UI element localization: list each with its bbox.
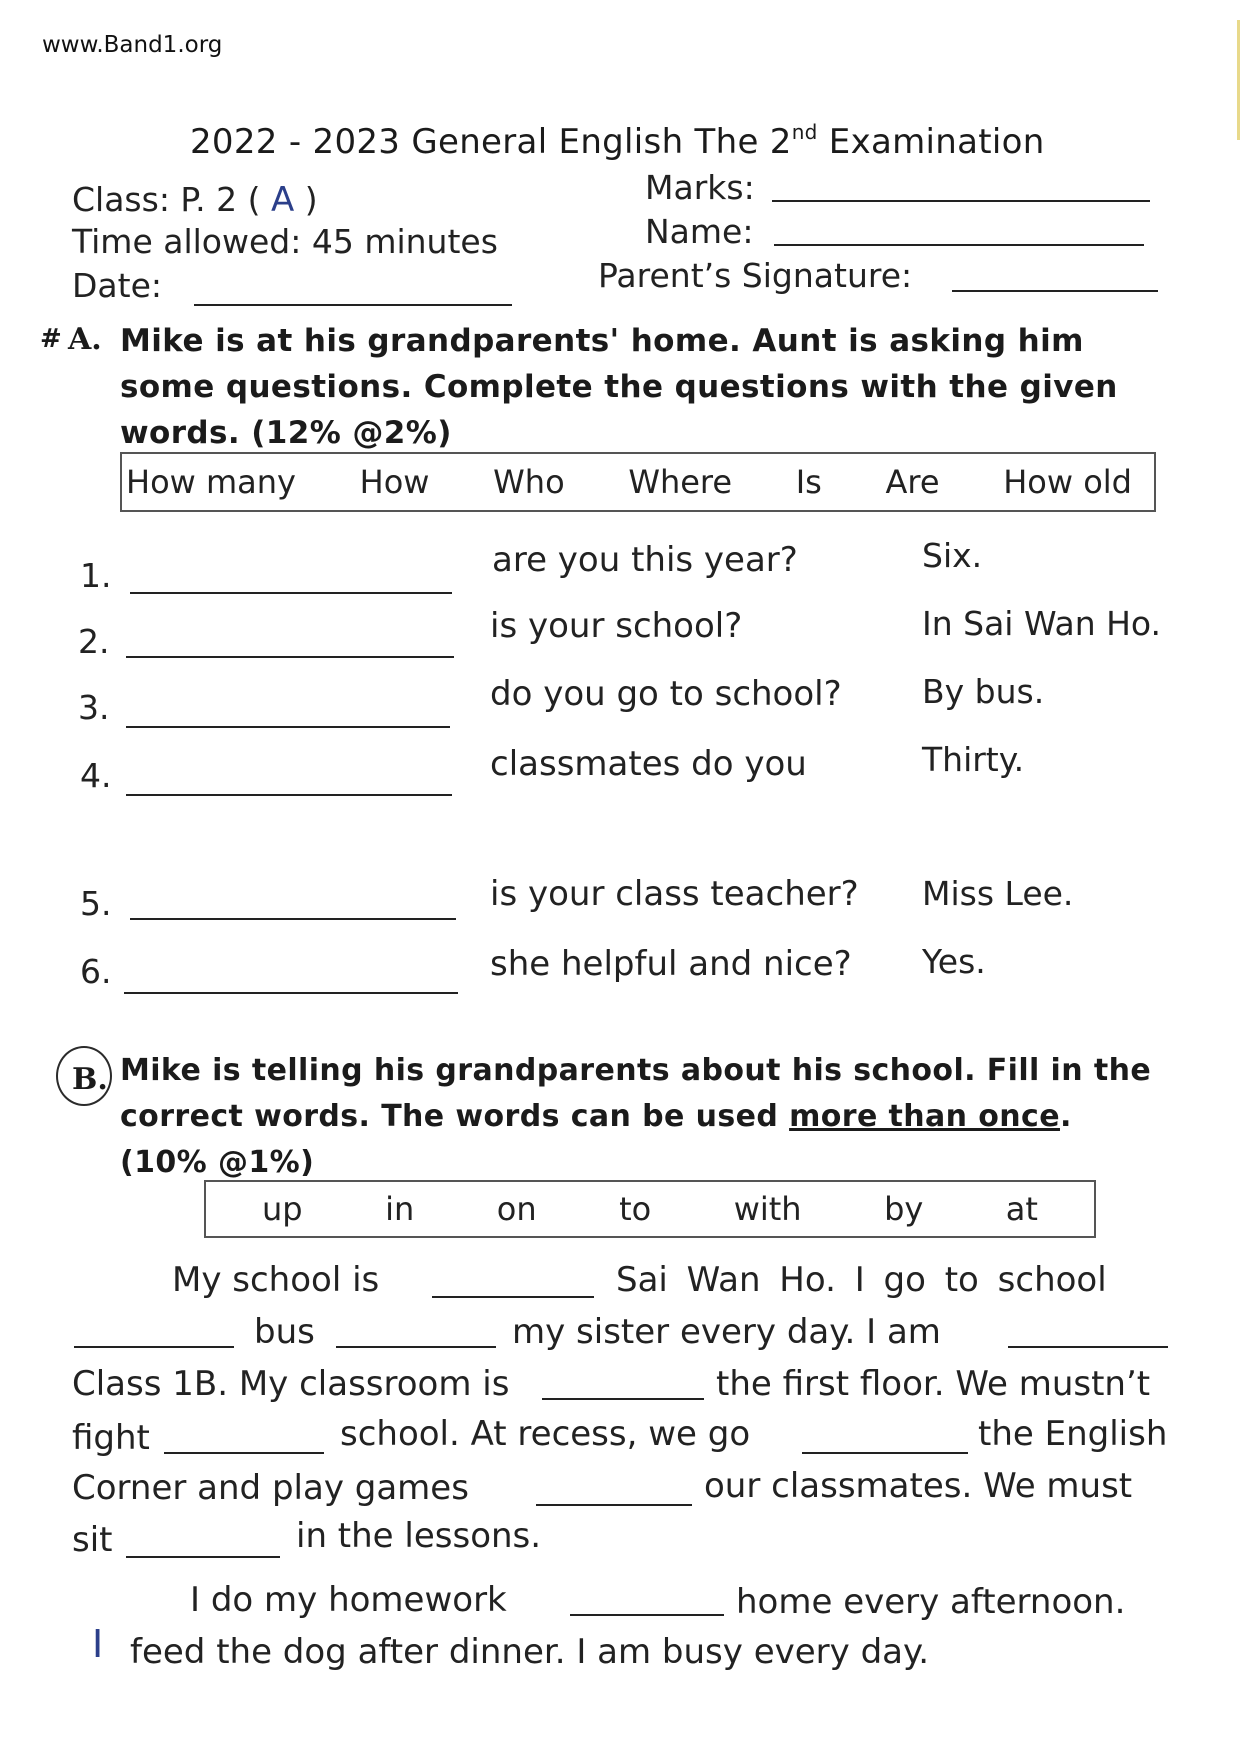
question-answer: By bus. bbox=[922, 672, 1045, 711]
passage-blank-1[interactable] bbox=[432, 1296, 594, 1298]
word-bank-item: How many bbox=[126, 463, 296, 501]
passage-text: feed the dog after dinner. I am busy every day. bbox=[130, 1632, 930, 1672]
question-number: 1. bbox=[80, 556, 112, 595]
question-text: are you this year? bbox=[492, 540, 798, 580]
section-a-hash: # bbox=[40, 324, 62, 354]
marks-label: Marks: bbox=[645, 168, 755, 207]
time-allowed: Time allowed: 45 minutes bbox=[72, 222, 498, 261]
word-bank-item: at bbox=[1005, 1190, 1038, 1228]
word-bank-item: How bbox=[359, 463, 430, 501]
handwritten-correction-mark: I bbox=[92, 1622, 104, 1666]
word-bank-item: Are bbox=[885, 463, 940, 501]
passage-text: the first floor. We mustn’t bbox=[716, 1364, 1151, 1404]
word-bank-item: with bbox=[733, 1190, 802, 1228]
section-a-line-3: words. (12% @2%) bbox=[120, 415, 452, 451]
passage-text: in the lessons. bbox=[296, 1516, 542, 1556]
exam-title-main: 2022 - 2023 General English The 2 bbox=[190, 122, 792, 162]
section-b-line-2-end: . bbox=[1059, 1099, 1072, 1134]
passage-text: sit bbox=[72, 1520, 113, 1560]
passage-text: bus bbox=[254, 1312, 315, 1352]
question-text: do you go to school? bbox=[490, 674, 842, 714]
word-bank-item: on bbox=[496, 1190, 537, 1228]
class-value-handwritten: A bbox=[271, 180, 295, 220]
section-b-line-2 bbox=[120, 1094, 1151, 1140]
class-close-paren: ) bbox=[304, 180, 318, 219]
source-url: www.Band1.org bbox=[42, 32, 223, 58]
name-blank[interactable] bbox=[774, 244, 1144, 246]
question-2-blank[interactable] bbox=[126, 656, 454, 658]
word-bank-item: by bbox=[884, 1190, 924, 1228]
question-answer: Yes. bbox=[922, 942, 986, 981]
question-number: 2. bbox=[78, 622, 110, 661]
passage-text: home every afternoon. bbox=[736, 1582, 1126, 1622]
passage-text: My school is bbox=[172, 1260, 380, 1300]
section-b-underlined-phrase: more than once bbox=[789, 1099, 1060, 1134]
marks-blank[interactable] bbox=[772, 200, 1150, 202]
passage-text: our classmates. We must bbox=[704, 1466, 1133, 1506]
question-number: 4. bbox=[80, 756, 112, 795]
question-answer: Six. bbox=[922, 536, 983, 575]
question-answer: In Sai Wan Ho. bbox=[922, 604, 1162, 643]
passage-text: Class 1B. My classroom is bbox=[72, 1364, 510, 1404]
question-6-blank[interactable] bbox=[124, 992, 458, 994]
section-b-instructions bbox=[120, 1048, 1151, 1186]
passage-text: school. At recess, we go bbox=[340, 1414, 751, 1454]
section-a-line-1: Mike is at his grandparents' home. Aunt is asking him bbox=[120, 323, 1084, 359]
date-blank[interactable] bbox=[194, 304, 512, 306]
passage-blank-2[interactable] bbox=[74, 1346, 234, 1348]
question-text: is your school? bbox=[490, 606, 743, 646]
class-label: Class: P. 2 ( bbox=[72, 180, 261, 219]
signature-blank[interactable] bbox=[952, 290, 1158, 292]
exam-title bbox=[190, 120, 1045, 162]
word-bank-item: up bbox=[262, 1190, 303, 1228]
passage-blank-4[interactable] bbox=[1008, 1346, 1168, 1348]
passage-text: Sai Wan Ho. I go to school bbox=[616, 1260, 1107, 1300]
question-text: classmates do you bbox=[490, 744, 807, 784]
section-a-instructions bbox=[120, 318, 1118, 456]
passage-text: the English bbox=[978, 1414, 1168, 1454]
question-3-blank[interactable] bbox=[126, 726, 450, 728]
section-b-word-bank bbox=[204, 1180, 1096, 1238]
passage-blank-5[interactable] bbox=[542, 1398, 704, 1400]
word-bank-item: Who bbox=[493, 463, 565, 501]
passage-blank-3[interactable] bbox=[336, 1346, 496, 1348]
question-5-blank[interactable] bbox=[130, 918, 456, 920]
word-bank-item: How old bbox=[1003, 463, 1132, 501]
passage-text: Corner and play games bbox=[72, 1468, 469, 1508]
name-label: Name: bbox=[645, 212, 754, 251]
section-a-line-2: some questions. Complete the questions with the given bbox=[120, 369, 1118, 405]
word-bank-item: Is bbox=[795, 463, 822, 501]
class-field bbox=[72, 180, 318, 220]
passage-blank-10[interactable] bbox=[570, 1614, 724, 1616]
question-number: 6. bbox=[80, 952, 112, 991]
question-number: 5. bbox=[80, 884, 112, 923]
passage-blank-8[interactable] bbox=[536, 1504, 692, 1506]
question-text: is your class teacher? bbox=[490, 874, 859, 914]
passage-blank-9[interactable] bbox=[126, 1556, 280, 1558]
question-answer: Miss Lee. bbox=[922, 874, 1074, 913]
section-b-line-1: Mike is telling his grandparents about his school. Fill in the bbox=[120, 1053, 1152, 1088]
date-label: Date: bbox=[72, 266, 162, 305]
exam-title-ordinal: nd bbox=[791, 120, 818, 144]
signature-label: Parent’s Signature: bbox=[598, 256, 913, 295]
section-a-letter: A. bbox=[68, 322, 102, 357]
word-bank-item: in bbox=[385, 1190, 415, 1228]
passage-text: I do my homework bbox=[190, 1580, 507, 1620]
question-text: she helpful and nice? bbox=[490, 944, 852, 984]
passage-text: fight bbox=[72, 1418, 150, 1458]
question-1-blank[interactable] bbox=[130, 592, 452, 594]
section-b-letter: B. bbox=[72, 1062, 108, 1097]
passage-blank-7[interactable] bbox=[802, 1452, 968, 1454]
section-b-line-2-start: correct words. The words can be used bbox=[120, 1099, 790, 1134]
question-number: 3. bbox=[78, 688, 110, 727]
passage-blank-6[interactable] bbox=[164, 1452, 324, 1454]
word-bank-item: to bbox=[619, 1190, 652, 1228]
question-answer: Thirty. bbox=[922, 740, 1025, 779]
section-b-line-3: (10% @1%) bbox=[120, 1145, 315, 1180]
section-a-word-bank bbox=[120, 452, 1156, 512]
passage-text: my sister every day. I am bbox=[512, 1312, 941, 1352]
exam-title-end: Examination bbox=[817, 122, 1045, 162]
question-4-blank[interactable] bbox=[126, 794, 452, 796]
word-bank-item: Where bbox=[628, 463, 733, 501]
